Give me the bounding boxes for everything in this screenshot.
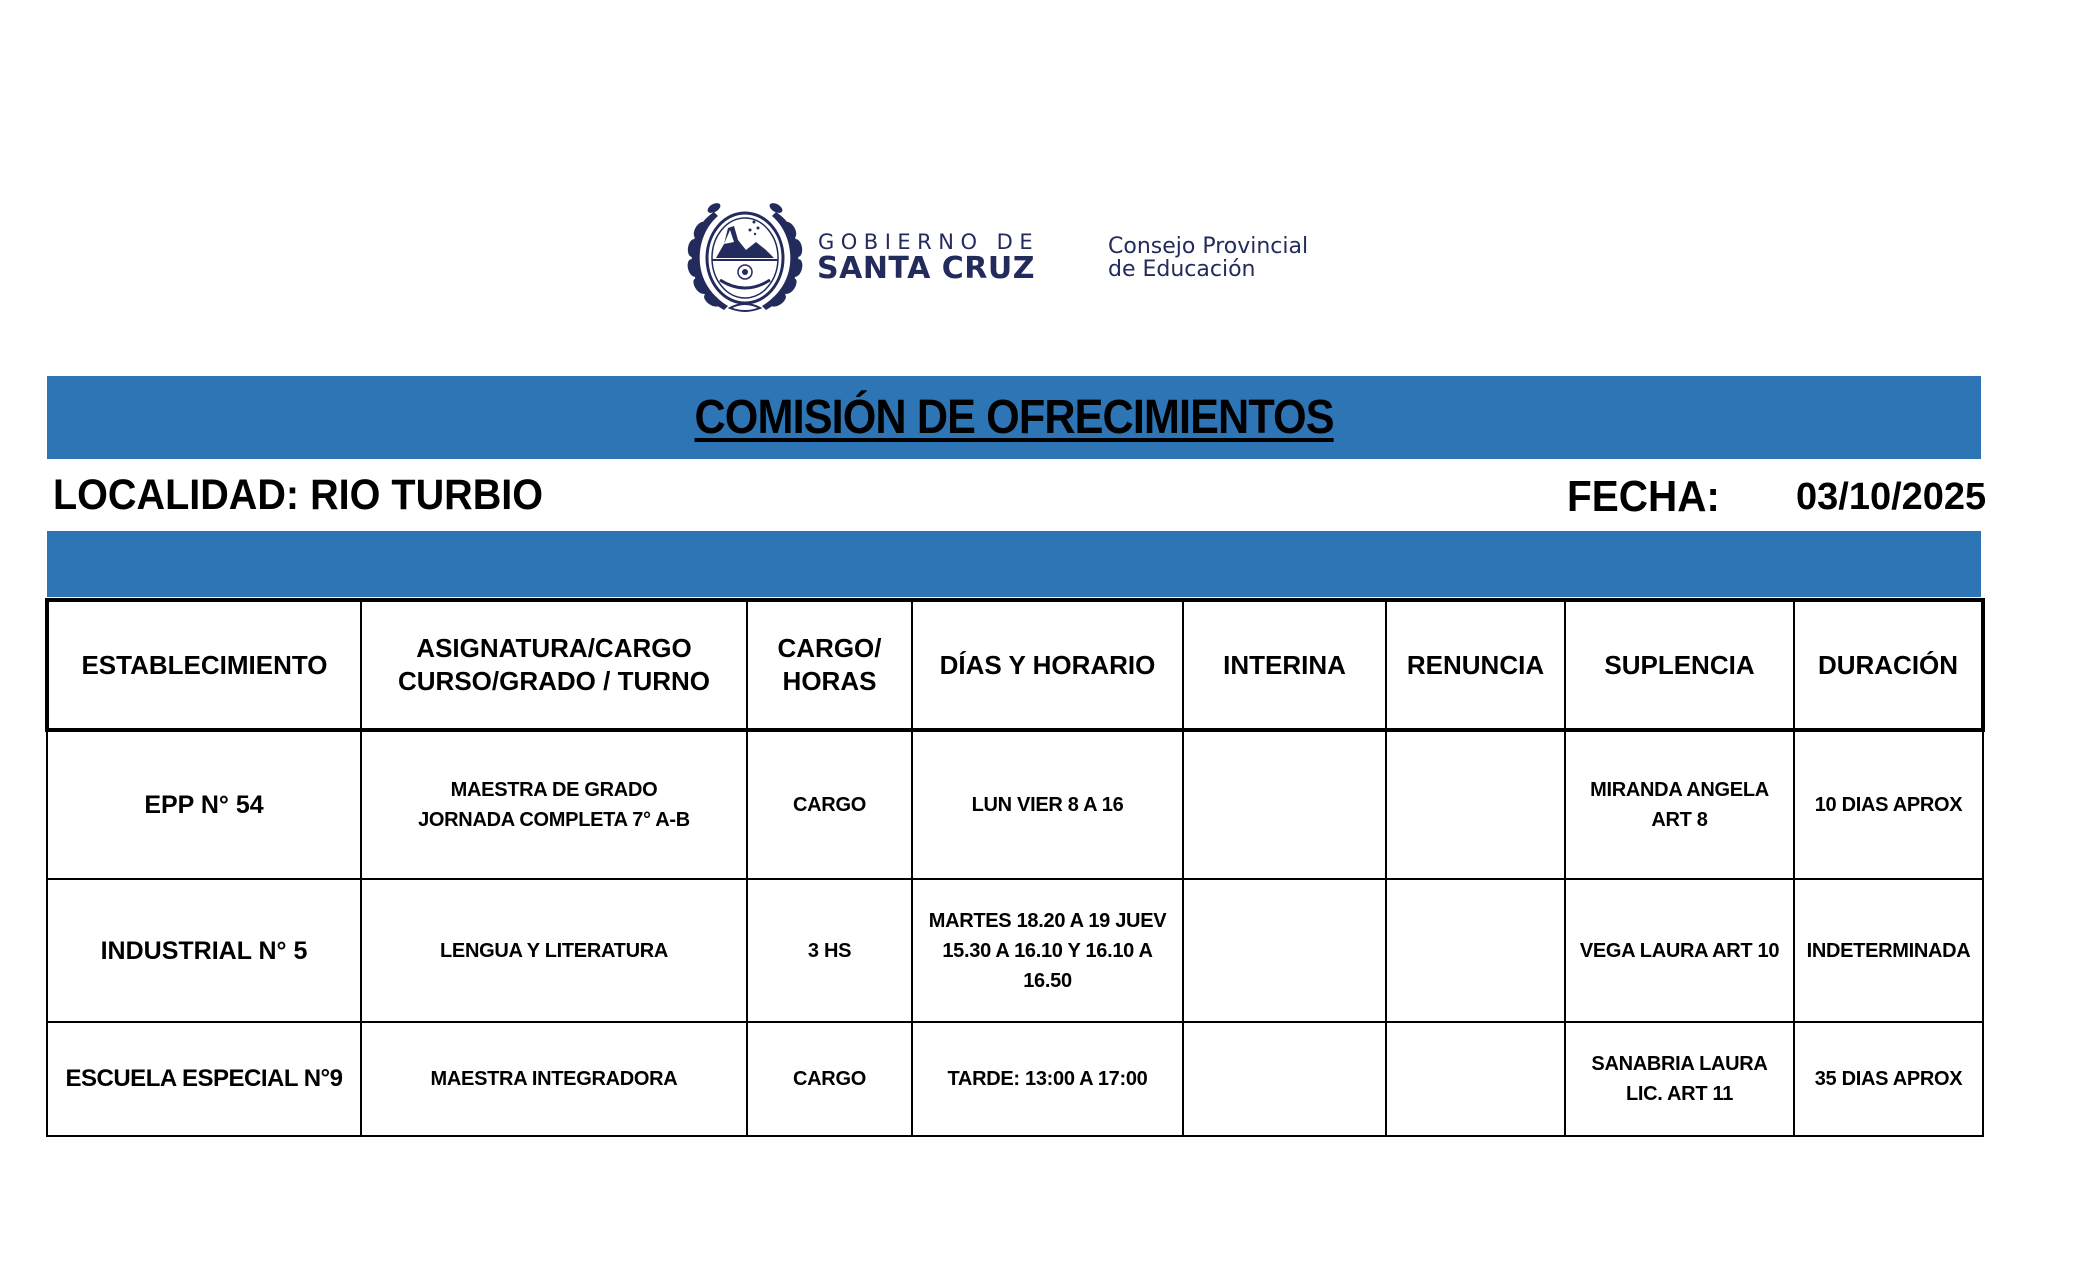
title-banner [47, 376, 1981, 459]
column-header-suplencia: SUPLENCIA [1565, 600, 1794, 730]
table-header-row [47, 600, 1983, 730]
localidad-label: LOCALIDAD: RIO TURBIO [53, 471, 544, 519]
table-row [47, 1022, 1983, 1136]
cell-suplencia-text: MIRANDA ANGELA ART 8 [1590, 779, 1769, 831]
cell-asignatura: MAESTRA INTEGRADORA [361, 1022, 747, 1136]
cell-suplencia: VEGA LAURA ART 10 [1565, 879, 1794, 1022]
cell-dias-horario: TARDE: 13:00 A 17:00 [912, 1022, 1183, 1136]
table-row [47, 879, 1983, 1022]
cell-suplencia [1565, 1022, 1794, 1136]
santa-cruz-text: SANTA CRUZ [817, 251, 1035, 286]
cell-asignatura-text: MAESTRA DE GRADO JORNADA COMPLETA 7° A-B [418, 779, 690, 831]
cell-dias-horario [912, 879, 1183, 1022]
cell-cargo-horas: 3 HS [747, 879, 912, 1022]
cell-asignatura [361, 730, 747, 879]
cell-dias-horario: LUN VIER 8 A 16 [912, 730, 1183, 879]
cell-cargo-horas: CARGO [747, 730, 912, 879]
cell-duracion: 10 DIAS APROX [1794, 730, 1983, 879]
column-header-interina: INTERINA [1183, 600, 1386, 730]
cell-renuncia [1386, 879, 1565, 1022]
page-title: COMISIÓN DE OFRECIMIENTOS [694, 391, 1334, 444]
cell-asignatura: LENGUA Y LITERATURA [361, 879, 747, 1022]
cell-suplencia-text: SANABRIA LAURA LIC. ART 11 [1591, 1053, 1768, 1105]
consejo-provincial-text: Consejo Provincial [1108, 234, 1309, 259]
cell-establecimiento: INDUSTRIAL N° 5 [47, 879, 361, 1022]
cell-renuncia [1386, 1022, 1565, 1136]
column-header-establecimiento: ESTABLECIMIENTO [47, 600, 361, 730]
cell-renuncia [1386, 730, 1565, 879]
sub-banner [47, 531, 1981, 597]
cell-interina [1183, 1022, 1386, 1136]
cell-establecimiento: EPP N° 54 [47, 730, 361, 879]
de-educacion-text: de Educación [1108, 257, 1256, 282]
column-header-cargo-horas [747, 600, 912, 730]
cell-cargo-horas: CARGO [747, 1022, 912, 1136]
column-header-dias-horario: DÍAS Y HORARIO [912, 600, 1183, 730]
table-row [47, 730, 1983, 879]
column-header-renuncia: RENUNCIA [1386, 600, 1565, 730]
gobierno-de-text: GOBIERNO DE [818, 230, 1040, 254]
fecha-label: FECHA: [1567, 472, 1720, 521]
cell-interina [1183, 730, 1386, 879]
cell-dias-horario-text: MARTES 18.20 A 19 JUEV 15.30 A 16.10 Y 16.10 A 16.50 [928, 909, 1167, 992]
santa-cruz-coat-of-arms-icon [684, 200, 806, 320]
cell-duracion: INDETERMINADA [1794, 879, 1983, 1022]
cell-duracion: 35 DIAS APROX [1794, 1022, 1983, 1136]
column-header-asignatura-text: ASIGNATURA/CARGO CURSO/GRADO / TURNO [398, 633, 710, 696]
fecha-value: 03/10/2025 [1796, 476, 1987, 518]
column-header-asignatura [361, 600, 747, 730]
offers-table [45, 598, 1985, 1137]
column-header-duracion: DURACIÓN [1794, 600, 1983, 730]
column-header-cargo-horas-text: CARGO/ HORAS [777, 633, 882, 696]
cell-suplencia [1565, 730, 1794, 879]
cell-establecimiento: ESCUELA ESPECIAL N°9 [47, 1022, 361, 1136]
cell-interina [1183, 879, 1386, 1022]
